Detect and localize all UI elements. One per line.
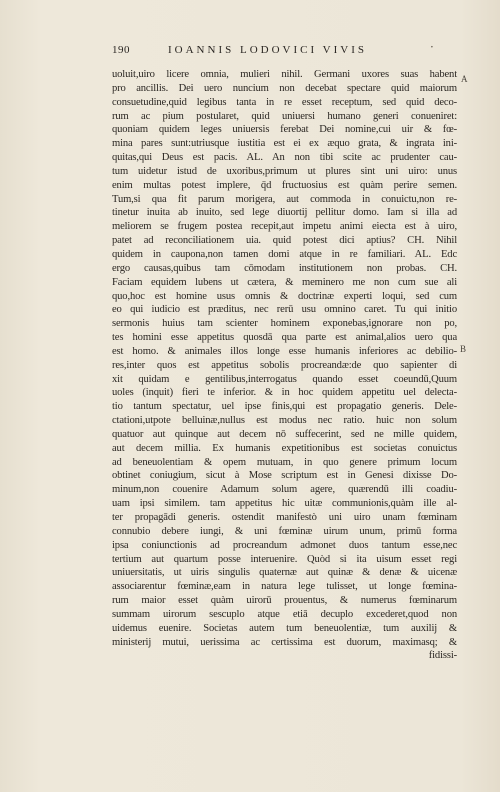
- text-line: uniuersitatis, ut uiris singulis quaternæ aut quinæ & denæ & uicenæ: [112, 567, 457, 579]
- text-line: uidemus euenire. Societas autem tum beneuolentiæ, tum auxilij &: [112, 622, 457, 634]
- running-title: IOANNIS LODOVICI VIVIS: [168, 44, 368, 56]
- text-line: aut decem millia. Ex humanis expetitionibus est societas conuictus: [112, 442, 457, 454]
- text-line: quo,hoc est homine usus omnis & doctrinæ experti loqui, sed cum: [112, 290, 457, 302]
- ink-mark: ·: [430, 40, 434, 54]
- text-line: quidem in caupona,non tamen domi atque in re familiari. AL. Edc: [112, 248, 457, 260]
- text-line: tio tantum spectatur, uel ipse finis,qui est propagatio generis. Dele-: [112, 401, 457, 413]
- catchword: fidissi-: [428, 650, 457, 662]
- margin-note-b: B: [460, 344, 467, 354]
- text-line: obtinet coniugium, sicut à Mose scriptum est in Genesi dixisse Do-: [112, 470, 457, 482]
- text-line: res,inter quos est appetitus sobolis procreandæ:de quo sapienter di: [112, 359, 457, 371]
- body-text: [112, 68, 457, 663]
- text-line: minum,non couenire Adamum solum agere, quærendū illi coadiu-: [112, 484, 457, 496]
- text-line: Faciam equidem lubens ut cætera, & meminero me non cum sue ali: [112, 276, 457, 288]
- text-line: rum maior esset quàm uirorū prouentus, & numerus fœminarum: [112, 595, 457, 607]
- text-line: ministerij mutui, uerissima ac certissima est duorum, maximasq; &: [112, 636, 457, 648]
- text-line: consuetudine,quid legibus tanta in re esset receptum, sed quid deco-: [112, 96, 457, 108]
- margin-note-a: A: [461, 74, 468, 84]
- text-line: est homo. & animales illos longe esse humanis inferiores ac debilio-: [112, 345, 457, 357]
- text-line: meliorem se frugem postea recepit,aut impetu animi eiecta est à uiro,: [112, 221, 457, 233]
- running-head: [112, 40, 452, 60]
- text-line: tum uidetur istud de uxoribus,primum ut plures sint uni uiro: unus: [112, 165, 457, 177]
- text-line: tertium aut quartum posse interuenire. Quòd si ita uisum esset regi: [112, 553, 457, 565]
- text-line: quoniam quidem leges uniuersis ferebat Dei nomine,cui uir & fœ-: [112, 124, 457, 136]
- text-line: pro ancillis. Dei uero nuncium non decebat spectare quid maiorum: [112, 82, 457, 94]
- text-line: enim multas potest implere, q̄d fructuosius est quàm perire semen.: [112, 179, 457, 191]
- text-line: mina pares sunt:utriusque iustitia est ei ex æquo grata, & ingrata ini-: [112, 138, 457, 150]
- text-line: tes homini esse appetitus quosdā qua parte est animal,alios uero qua: [112, 332, 457, 344]
- page-number: 190: [112, 44, 130, 56]
- text-line: uam ipsi similem. tam appetitus hic uitæ communionis,quàm ille al-: [112, 498, 457, 510]
- text-line: quitas,qui Deus est pacis. AL. An non tibi scite ac prudenter cau-: [112, 152, 457, 164]
- text-line: ad beneuolentiam & opem mutuam, in quo genere primum locum: [112, 456, 457, 468]
- text-line: tinetur inuita ab inuito, sed lege diuortij pellitur domo. Iam si illa ad: [112, 207, 457, 219]
- text-line: uoles (inquit) fieri te inferior. & in hoc quidem appetitu uel delecta-: [112, 387, 457, 399]
- text-line: ter propagādi generis. ostendit manifestò uni uiro unam fœminam: [112, 512, 457, 523]
- text-line: patet ad reconciliationem uia. quid potest dici aptius? CH. Nihil: [112, 235, 457, 247]
- text-line: Tum,si qua fit parum morigera, aut commoda in conuictu,non re-: [112, 193, 457, 205]
- text-line: summam uirorum sescuplo atque etiā decuplo excederet,quod non: [112, 608, 457, 620]
- text-line: ipsa coniunctionis ad procreandum admonet duos tantum esse,nec: [112, 539, 457, 551]
- text-line: ergo causas,quibus tam cōmodam institutionem non probas. CH.: [112, 262, 457, 274]
- text-line: eo qui iudicio est præditus, nec rerū usu omnino caret. Tu qui initio: [112, 304, 457, 316]
- text-line: associarentur fœminæ,eam in natura lege tulisset, ut longe fœmina-: [112, 581, 457, 593]
- text-line: connubio debere iungi, & uni fœminæ uirum unum, primū forma: [112, 525, 457, 537]
- text-line: uoluit,uiro licere omnia, mulieri nihil. Germani uxores suas habent: [112, 69, 457, 80]
- text-line: sermonis huius tam scienter hominem exponebas,ignorare non po,: [112, 318, 457, 330]
- text-line: quatuor aut quinque aut decem nō suffecerint, sed ne mille quidem,: [112, 428, 457, 440]
- text-line: rum ac pium postularet, quid uniuersi humano generi conueniret:: [112, 110, 457, 122]
- text-line: xit quidam e gentilibus,interrogatus quando esset coeundū,Quum: [112, 373, 457, 385]
- text-line: ctationi,utpote belluinæ,nullus est modus nec ratio. huic non solum: [112, 415, 457, 427]
